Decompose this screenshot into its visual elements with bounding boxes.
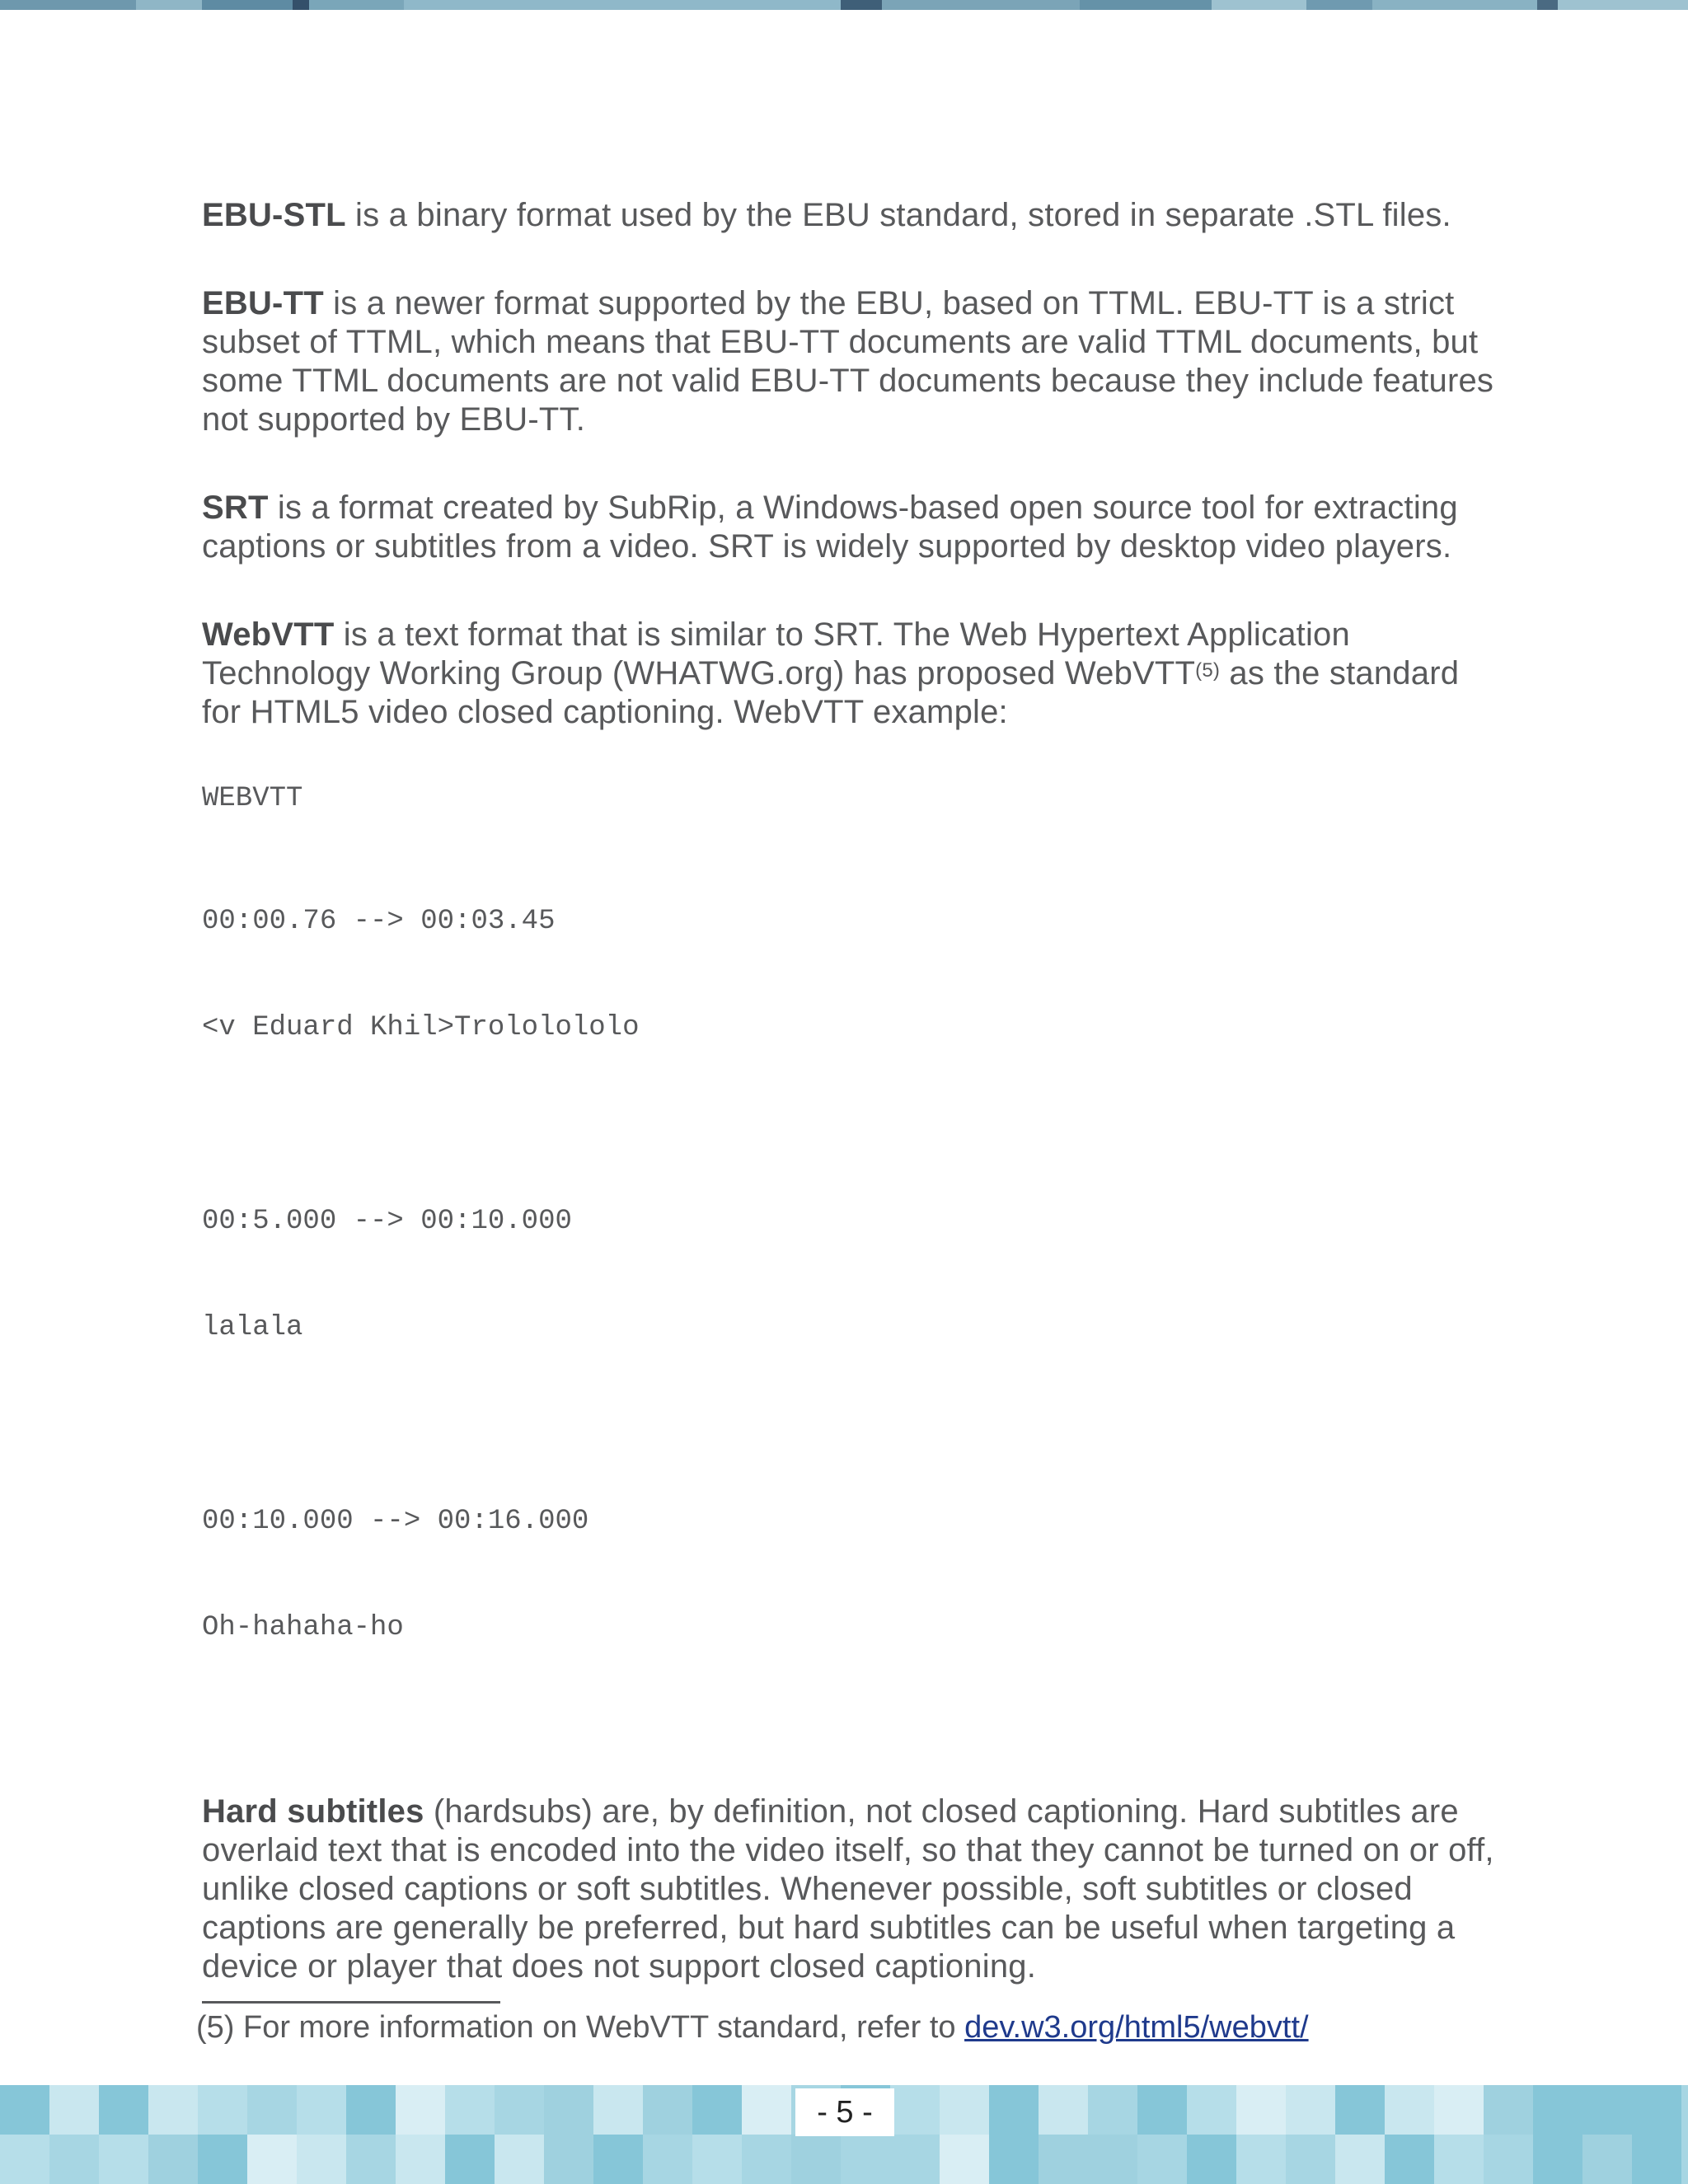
code-cue xyxy=(202,833,1496,1117)
page-number: - 5 - xyxy=(795,2088,894,2136)
main-content xyxy=(202,196,1496,2036)
term-hard-subtitles: Hard subtitles xyxy=(202,1793,424,1830)
paragraph-webvtt xyxy=(202,616,1496,732)
text-ebu-tt: is a newer format supported by the EBU, based on TTML. EBU-TT is a strict subset of TTML, which means that EBU-TT documents are valid TTML documents, but some TTML documents are not valid EBU-TT documents because they include features not supported by EBU-TT. xyxy=(202,285,1494,438)
paragraph-ebu-tt xyxy=(202,284,1496,439)
footnote xyxy=(196,2008,1309,2047)
footnote-reference[interactable]: (5) xyxy=(1195,659,1221,682)
text-ebu-stl: is a binary format used by the EBU standard, stored in separate .STL files. xyxy=(345,197,1451,233)
code-cue xyxy=(202,1433,1496,1717)
text-webvtt-after: as the standard for HTML5 video closed captioning. WebVTT example: xyxy=(202,655,1460,730)
top-decorative-strip xyxy=(0,0,1688,10)
text-webvtt-before: is a text format that is similar to SRT. The Web Hypertext Application Technology Working Group (WHATWG.org) has proposed WebVTT xyxy=(202,616,1350,691)
code-header: WEBVTT xyxy=(202,783,303,814)
footnote-link[interactable]: dev.w3.org/html5/webvtt/ xyxy=(964,2010,1309,2045)
cue-timing: 00:10.000 --> 00:16.000 xyxy=(202,1506,589,1537)
paragraph-srt xyxy=(202,489,1496,566)
term-ebu-stl: EBU-STL xyxy=(202,197,346,233)
term-ebu-tt: EBU-TT xyxy=(202,285,324,321)
term-webvtt: WebVTT xyxy=(202,616,335,653)
cue-timing: 00:00.76 --> 00:03.45 xyxy=(202,906,556,937)
footnote-text: (5) For more information on WebVTT standard, refer to xyxy=(196,2010,965,2045)
webvtt-code-example xyxy=(202,781,1496,1717)
text-hard-subtitles: (hardsubs) are, by definition, not closed captioning. Hard subtitles are overlaid text that is encoded into the video itself, so that they cannot be turned on or off, unlike closed captions or soft subtitles. Whenever possible, soft subtitles or closed captions are generally be preferred, but hard subtitles can be useful when targeting a device or player that does not support closed captioning. xyxy=(202,1793,1494,1985)
cue-timing: 00:5.000 --> 00:10.000 xyxy=(202,1206,572,1237)
term-srt: SRT xyxy=(202,490,269,526)
footnote-divider xyxy=(202,2001,500,2004)
cue-text: Oh-hahaha-ho xyxy=(202,1612,404,1643)
paragraph-hard-subtitles xyxy=(202,1793,1496,1986)
code-cue xyxy=(202,1133,1496,1417)
cue-text: <v Eduard Khil>Trololololo xyxy=(202,1012,640,1043)
paragraph-ebu-stl xyxy=(202,196,1496,235)
text-srt: is a format created by SubRip, a Windows-based open source tool for extracting captions or subtitles from a video. SRT is widely supported by desktop video players. xyxy=(202,490,1458,565)
cue-text: lalala xyxy=(202,1312,303,1343)
